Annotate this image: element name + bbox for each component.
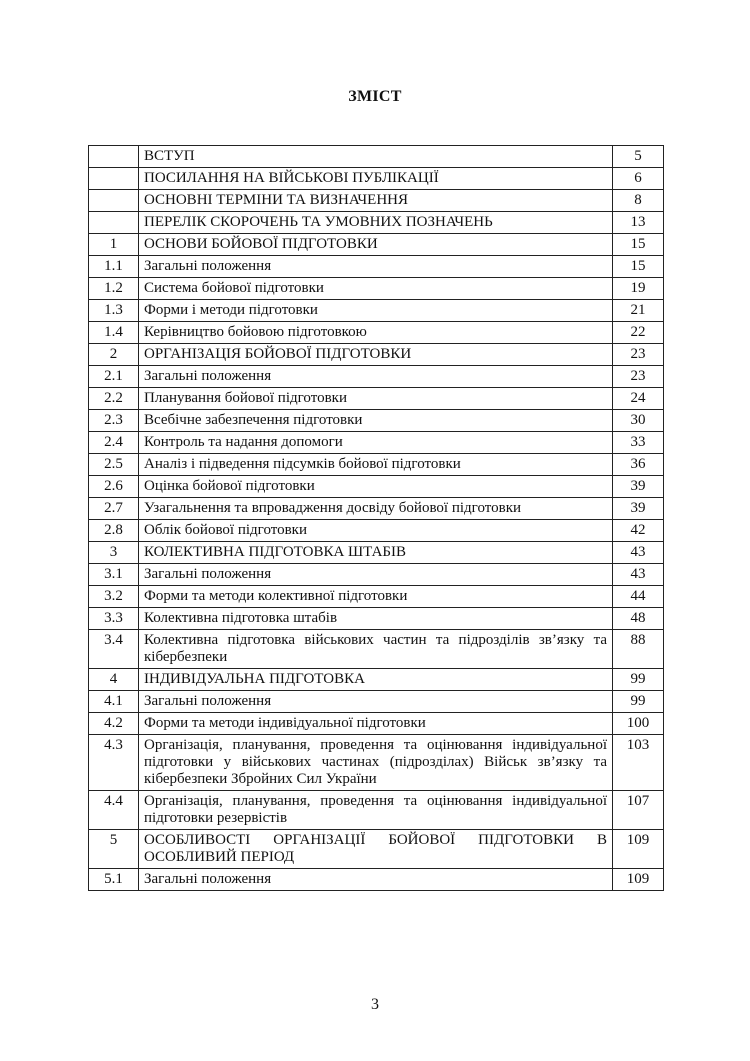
toc-section-title: ПОСИЛАННЯ НА ВІЙСЬКОВІ ПУБЛІКАЦІЇ <box>139 168 613 190</box>
toc-section-title: Керівництво бойовою підготовкою <box>139 322 613 344</box>
toc-row <box>89 278 664 300</box>
toc-page-number: 43 <box>613 564 664 586</box>
toc-row <box>89 146 664 168</box>
toc-section-number: 2.2 <box>89 388 139 410</box>
toc-section-title: Узагальнення та впровадження досвіду бойової підготовки <box>139 498 613 520</box>
toc-section-number: 3.2 <box>89 586 139 608</box>
toc-row <box>89 520 664 542</box>
toc-row <box>89 476 664 498</box>
toc-row <box>89 669 664 691</box>
toc-section-title: Аналіз і підведення підсумків бойової підготовки <box>139 454 613 476</box>
table-of-contents <box>88 145 664 891</box>
toc-section-title: Загальні положення <box>139 869 613 891</box>
toc-page-number: 88 <box>613 630 664 669</box>
toc-row <box>89 869 664 891</box>
toc-section-number: 1 <box>89 234 139 256</box>
toc-page-number: 8 <box>613 190 664 212</box>
toc-page-number: 99 <box>613 669 664 691</box>
toc-section-title: Облік бойової підготовки <box>139 520 613 542</box>
toc-section-number <box>89 212 139 234</box>
toc-page-number: 5 <box>613 146 664 168</box>
toc-page-number: 43 <box>613 542 664 564</box>
toc-body <box>89 146 664 891</box>
toc-section-number: 1.3 <box>89 300 139 322</box>
toc-row <box>89 212 664 234</box>
toc-section-number: 2.5 <box>89 454 139 476</box>
toc-section-title: Загальні положення <box>139 564 613 586</box>
toc-page-number: 21 <box>613 300 664 322</box>
toc-page-number: 48 <box>613 608 664 630</box>
toc-section-number: 3 <box>89 542 139 564</box>
toc-page-number: 42 <box>613 520 664 542</box>
toc-page-number: 109 <box>613 869 664 891</box>
toc-page-number: 103 <box>613 735 664 791</box>
toc-row <box>89 691 664 713</box>
toc-section-number: 2.3 <box>89 410 139 432</box>
toc-page-number: 36 <box>613 454 664 476</box>
toc-page-number: 6 <box>613 168 664 190</box>
toc-page-number: 23 <box>613 344 664 366</box>
toc-page-number: 15 <box>613 234 664 256</box>
toc-row <box>89 630 664 669</box>
toc-section-title: КОЛЕКТИВНА ПІДГОТОВКА ШТАБІВ <box>139 542 613 564</box>
toc-section-title: Організація, планування, проведення та оцінювання індивідуальної підготовки резервістів <box>139 791 613 830</box>
toc-section-number: 4.4 <box>89 791 139 830</box>
toc-section-number: 2.1 <box>89 366 139 388</box>
toc-section-title: Загальні положення <box>139 256 613 278</box>
toc-row <box>89 432 664 454</box>
toc-row <box>89 791 664 830</box>
toc-row <box>89 410 664 432</box>
toc-section-number: 4.2 <box>89 713 139 735</box>
toc-page-number: 24 <box>613 388 664 410</box>
toc-page-number: 107 <box>613 791 664 830</box>
toc-section-title: Загальні положення <box>139 366 613 388</box>
toc-section-number: 5 <box>89 830 139 869</box>
toc-section-number <box>89 168 139 190</box>
toc-row <box>89 586 664 608</box>
toc-section-title: Планування бойової підготовки <box>139 388 613 410</box>
toc-section-title: ІНДИВІДУАЛЬНА ПІДГОТОВКА <box>139 669 613 691</box>
toc-section-number: 1.4 <box>89 322 139 344</box>
toc-section-title: Контроль та надання допомоги <box>139 432 613 454</box>
toc-page-number: 99 <box>613 691 664 713</box>
page-number: 3 <box>371 996 379 1013</box>
toc-row <box>89 542 664 564</box>
toc-section-title: Всебічне забезпечення підготовки <box>139 410 613 432</box>
toc-section-title: Загальні положення <box>139 691 613 713</box>
page-title: ЗМІСТ <box>348 88 402 105</box>
toc-section-title: ОСНОВНІ ТЕРМІНИ ТА ВИЗНАЧЕННЯ <box>139 190 613 212</box>
toc-section-number: 3.3 <box>89 608 139 630</box>
toc-row <box>89 454 664 476</box>
toc-section-number: 3.1 <box>89 564 139 586</box>
toc-section-number: 2.6 <box>89 476 139 498</box>
toc-row <box>89 256 664 278</box>
toc-page-number: 23 <box>613 366 664 388</box>
toc-section-number: 3.4 <box>89 630 139 669</box>
toc-page-number: 109 <box>613 830 664 869</box>
toc-row <box>89 564 664 586</box>
toc-section-title: Колективна підготовка військових частин та підрозділів зв’язку та кібербезпеки <box>139 630 613 669</box>
toc-row <box>89 608 664 630</box>
toc-section-number <box>89 146 139 168</box>
toc-page-number: 33 <box>613 432 664 454</box>
toc-section-title: ВСТУП <box>139 146 613 168</box>
toc-section-title: Форми та методи індивідуальної підготовки <box>139 713 613 735</box>
toc-section-number: 2.8 <box>89 520 139 542</box>
toc-row <box>89 190 664 212</box>
toc-page-number: 30 <box>613 410 664 432</box>
toc-section-title: ОСНОВИ БОЙОВОЇ ПІДГОТОВКИ <box>139 234 613 256</box>
toc-section-title: Організація, планування, проведення та оцінювання індивідуальної підготовки у військових частинах (підрозділах) Військ зв’язку та кібербезпеки Збройних Сил України <box>139 735 613 791</box>
toc-section-title: ПЕРЕЛІК СКОРОЧЕНЬ ТА УМОВНИХ ПОЗНАЧЕНЬ <box>139 212 613 234</box>
toc-row <box>89 713 664 735</box>
toc-page-number: 13 <box>613 212 664 234</box>
toc-row <box>89 735 664 791</box>
toc-section-number: 1.2 <box>89 278 139 300</box>
toc-page-number: 100 <box>613 713 664 735</box>
toc-row <box>89 344 664 366</box>
toc-page-number: 22 <box>613 322 664 344</box>
toc-section-title: ОРГАНІЗАЦІЯ БОЙОВОЇ ПІДГОТОВКИ <box>139 344 613 366</box>
toc-page-number: 19 <box>613 278 664 300</box>
toc-row <box>89 322 664 344</box>
toc-section-title: Система бойової підготовки <box>139 278 613 300</box>
toc-section-number: 4.3 <box>89 735 139 791</box>
toc-section-number: 4 <box>89 669 139 691</box>
toc-row <box>89 168 664 190</box>
toc-section-title: Колективна підготовка штабів <box>139 608 613 630</box>
toc-page-number: 39 <box>613 498 664 520</box>
toc-section-number: 2.7 <box>89 498 139 520</box>
toc-section-title: Оцінка бойової підготовки <box>139 476 613 498</box>
toc-row <box>89 234 664 256</box>
toc-section-number: 1.1 <box>89 256 139 278</box>
toc-section-number <box>89 190 139 212</box>
toc-row <box>89 366 664 388</box>
toc-row <box>89 830 664 869</box>
toc-section-number: 2.4 <box>89 432 139 454</box>
toc-section-number: 5.1 <box>89 869 139 891</box>
toc-page-number: 15 <box>613 256 664 278</box>
toc-section-number: 4.1 <box>89 691 139 713</box>
toc-section-number: 2 <box>89 344 139 366</box>
toc-row <box>89 388 664 410</box>
toc-section-title: ОСОБЛИВОСТІ ОРГАНІЗАЦІЇ БОЙОВОЇ ПІДГОТОВКИ В ОСОБЛИВИЙ ПЕРІОД <box>139 830 613 869</box>
toc-row <box>89 300 664 322</box>
toc-row <box>89 498 664 520</box>
toc-section-title: Форми та методи колективної підготовки <box>139 586 613 608</box>
toc-page-number: 44 <box>613 586 664 608</box>
toc-section-title: Форми і методи підготовки <box>139 300 613 322</box>
toc-page-number: 39 <box>613 476 664 498</box>
